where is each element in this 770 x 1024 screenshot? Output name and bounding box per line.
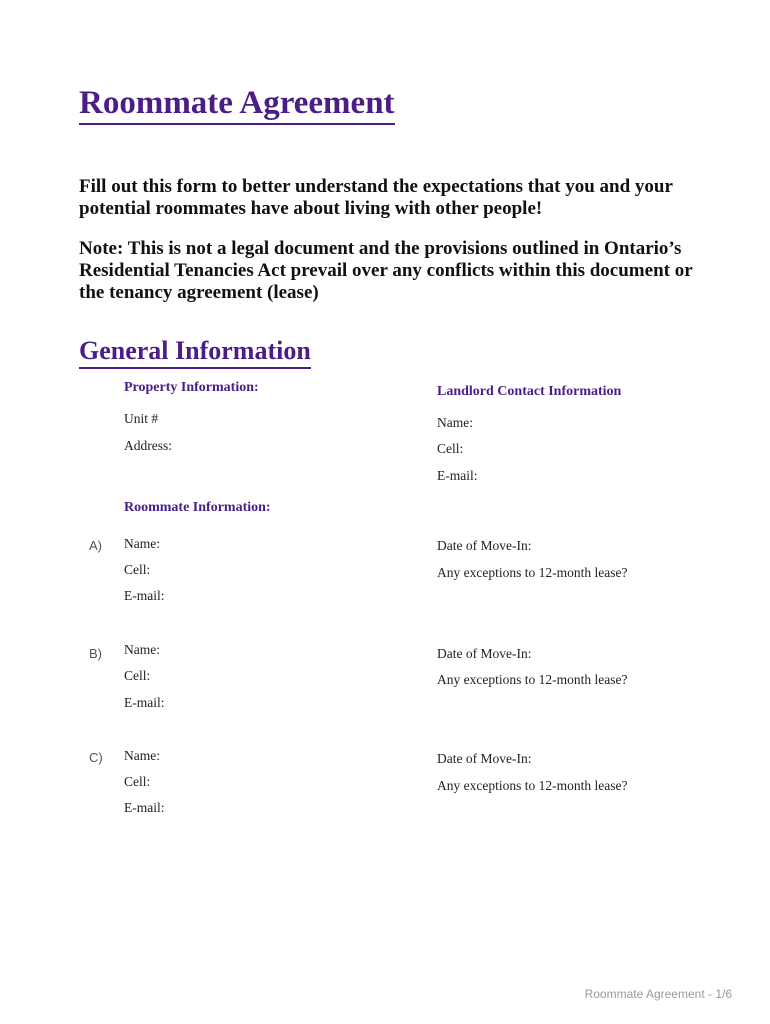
roommate-c-cell-label: Cell: bbox=[124, 774, 151, 789]
roommate-b-move-in-label: Date of Move-In: bbox=[437, 646, 532, 661]
roommate-a-move-in-label: Date of Move-In: bbox=[437, 538, 532, 553]
roommate-c-move-in-label: Date of Move-In: bbox=[437, 751, 532, 766]
landlord-contact-heading: Landlord Contact Information bbox=[437, 384, 622, 399]
landlord-cell-label: Cell: bbox=[437, 441, 464, 456]
landlord-email-label: E-mail: bbox=[437, 468, 478, 483]
roommate-c-exceptions-label: Any exceptions to 12-month lease? bbox=[437, 778, 628, 793]
property-information-heading: Property Information: bbox=[124, 380, 259, 395]
unit-field-label: Unit # bbox=[124, 411, 159, 426]
roommate-c-name-label: Name: bbox=[124, 748, 160, 763]
roommate-c-letter: C) bbox=[89, 750, 103, 765]
roommate-a-email-label: E-mail: bbox=[124, 588, 165, 603]
general-information-heading: General Information bbox=[79, 336, 311, 369]
roommate-b-letter: B) bbox=[89, 646, 102, 661]
roommate-a-name-label: Name: bbox=[124, 536, 160, 551]
roommate-b-cell-label: Cell: bbox=[124, 668, 151, 683]
address-field-label: Address: bbox=[124, 438, 172, 453]
roommate-c-email-label: E-mail: bbox=[124, 800, 165, 815]
intro-text: Fill out this form to better understand the expectations that you and your potential roommates have about living with other people! bbox=[79, 176, 673, 219]
roommate-a-letter: A) bbox=[89, 538, 102, 553]
legal-note: Note: This is not a legal document and the provisions outlined in Ontario’s Residential Tenancies Act prevail over any conflicts within this document or the tenancy agreement (lease) bbox=[79, 238, 693, 303]
roommate-b-email-label: E-mail: bbox=[124, 695, 165, 710]
roommate-a-cell-label: Cell: bbox=[124, 562, 151, 577]
roommate-a-exceptions-label: Any exceptions to 12-month lease? bbox=[437, 565, 628, 580]
roommate-b-exceptions-label: Any exceptions to 12-month lease? bbox=[437, 672, 628, 687]
document-title: Roommate Agreement bbox=[79, 84, 395, 125]
landlord-name-label: Name: bbox=[437, 415, 473, 430]
roommate-b-name-label: Name: bbox=[124, 642, 160, 657]
page-footer: Roommate Agreement - 1/6 bbox=[584, 987, 732, 1001]
roommate-information-heading: Roommate Information: bbox=[124, 500, 271, 515]
